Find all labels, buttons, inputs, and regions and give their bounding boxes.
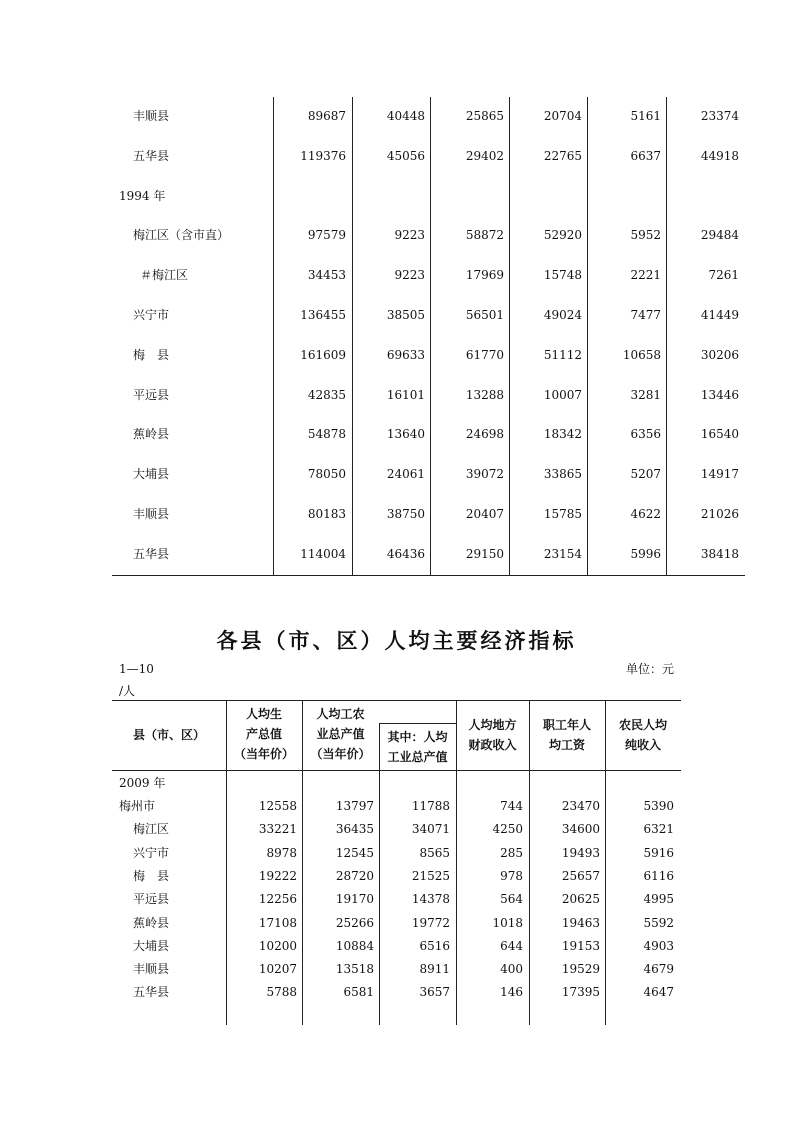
- table-row-label: 梅江区（含市直）: [133, 228, 230, 243]
- table-cell: 13640: [386, 427, 425, 442]
- table-cell: 13446: [700, 387, 739, 402]
- table-cell: 44918: [700, 148, 739, 163]
- table-row-label: 蕉岭县: [133, 915, 170, 930]
- table-cell: 38418: [700, 546, 739, 561]
- table-cell: 6356: [630, 427, 661, 442]
- table-cell: 29484: [700, 228, 739, 243]
- year-row-label: 2009 年: [119, 776, 166, 790]
- table-cell: 19222: [258, 868, 297, 883]
- table-cell: 6321: [643, 822, 674, 837]
- column-divider: [379, 723, 380, 1025]
- table-row-label: 五华县: [133, 546, 170, 561]
- table-cell: 46436: [386, 546, 425, 561]
- table-cell: 5952: [630, 228, 661, 243]
- table-cell: 8978: [266, 845, 297, 860]
- table-cell: 28720: [335, 868, 374, 883]
- table-cell: 5916: [643, 845, 674, 860]
- table-cell: 5207: [630, 467, 661, 482]
- table-cell: 78050: [307, 467, 346, 482]
- table-cell: 14917: [700, 467, 739, 482]
- table-cell: 40448: [386, 109, 425, 123]
- table-cell: 16101: [386, 387, 425, 402]
- table-cell: 15785: [543, 507, 582, 521]
- table-row-label: ＃梅江区: [140, 268, 189, 283]
- table-cell: 34453: [307, 268, 346, 283]
- table-cell: 36435: [335, 822, 374, 837]
- table-row-label: 五华县: [133, 148, 170, 163]
- table-cell: 25865: [465, 109, 504, 123]
- table-cell: 285: [500, 845, 523, 860]
- table-cell: 23470: [561, 799, 600, 813]
- table-cell: 9223: [394, 228, 425, 243]
- header-bottom-rule: [112, 770, 681, 771]
- table-row-label: 梅 县: [133, 868, 170, 883]
- table-cell: 19529: [561, 962, 600, 977]
- table-cell: 17395: [561, 985, 600, 1000]
- table-cell: 644: [500, 938, 523, 953]
- table-row-label: 丰顺县: [133, 109, 170, 123]
- table-row-label: 蕉岭县: [133, 427, 170, 442]
- column-divider: [509, 97, 510, 575]
- table-cell: 97579: [307, 228, 346, 243]
- table-cell: 6581: [343, 985, 374, 1000]
- table-cell: 114004: [300, 546, 346, 561]
- table-row-label: 丰顺县: [133, 507, 170, 521]
- table-cell: 25657: [561, 868, 600, 883]
- table-cell: 12545: [335, 845, 374, 860]
- table-cell: 16540: [700, 427, 739, 442]
- table-title: 各县（市、区）人均主要经济指标: [216, 629, 577, 653]
- unit-label-continued: /人: [119, 684, 136, 698]
- table-cell: 69633: [386, 347, 425, 362]
- table-cell: 33865: [543, 467, 582, 482]
- table-row-label: 五华县: [133, 985, 170, 1000]
- header-top-rule: [112, 700, 681, 701]
- header-industry-output: 其中：人均 工业总产值: [387, 730, 448, 764]
- table-row-label: 丰顺县: [133, 962, 170, 977]
- table-cell: 10884: [335, 938, 374, 953]
- table-cell: 38505: [386, 308, 425, 322]
- table-cell: 54878: [307, 427, 346, 442]
- table-cell: 29402: [465, 148, 504, 163]
- table-cell: 34600: [561, 822, 600, 837]
- table-bottom-rule: [112, 575, 745, 576]
- table-cell: 17108: [258, 915, 297, 930]
- table-cell: 119376: [300, 148, 346, 163]
- table-cell: 978: [500, 868, 523, 883]
- table-cell: 1018: [492, 915, 523, 930]
- table-cell: 400: [500, 962, 523, 977]
- column-divider: [352, 97, 353, 575]
- table-cell: 30206: [700, 347, 739, 362]
- table-cell: 146: [500, 985, 523, 1000]
- table-cell: 14378: [411, 892, 450, 907]
- table-cell: 2221: [630, 268, 661, 283]
- table-row-label: 兴宁市: [133, 845, 170, 860]
- table-cell: 58872: [465, 228, 504, 243]
- header-fiscal-revenue: 人均地方 财政收入: [468, 718, 517, 752]
- table-cell: 19772: [411, 915, 450, 930]
- table-cell: 19153: [561, 938, 600, 953]
- table-cell: 5390: [643, 799, 674, 813]
- header-farmer-income: 农民人均 纯收入: [618, 718, 667, 752]
- table-cell: 52920: [543, 228, 582, 243]
- table-row-label: 大埔县: [133, 467, 170, 482]
- table-cell: 4647: [643, 985, 674, 1000]
- table-cell: 56501: [465, 308, 504, 322]
- header-gdp: 人均生 产总值 （当年价）: [233, 707, 294, 761]
- table-cell: 20407: [465, 507, 504, 521]
- table-cell: 24698: [465, 427, 504, 442]
- table-cell: 3281: [630, 387, 661, 402]
- table-cell: 23374: [700, 109, 739, 123]
- table-cell: 19493: [561, 845, 600, 860]
- table-cell: 9223: [394, 268, 425, 283]
- table-cell: 10658: [622, 347, 661, 362]
- table-cell: 51112: [543, 347, 582, 362]
- table-row-label: 梅 县: [133, 347, 170, 362]
- table-cell: 80183: [307, 507, 346, 521]
- table-cell: 161609: [300, 347, 346, 362]
- table-cell: 8565: [419, 845, 450, 860]
- table-cell: 19463: [561, 915, 600, 930]
- table-row-label: 兴宁市: [133, 308, 170, 322]
- table-code: 1—10: [119, 662, 154, 676]
- table-cell: 24061: [386, 467, 425, 482]
- table-cell: 5788: [266, 985, 297, 1000]
- table-cell: 10007: [543, 387, 582, 402]
- table-cell: 12256: [258, 892, 297, 907]
- table-cell: 4622: [630, 507, 661, 521]
- table-cell: 6516: [419, 938, 450, 953]
- table-cell: 5161: [630, 109, 661, 123]
- header-county: 县（市、区）: [132, 728, 205, 742]
- table-row-label: 梅州市: [119, 799, 156, 813]
- table-cell: 33221: [258, 822, 297, 837]
- header-agri-industry-output: 人均工农 业总产值 （当年价）: [310, 707, 371, 761]
- table-cell: 22765: [543, 148, 582, 163]
- table-cell: 8911: [419, 962, 450, 977]
- table-cell: 18342: [543, 427, 582, 442]
- table-cell: 49024: [543, 308, 582, 322]
- table-row-label: 平远县: [133, 387, 170, 402]
- table-cell: 7261: [708, 268, 739, 283]
- header-sub-rule: [379, 723, 456, 724]
- column-divider: [666, 97, 667, 575]
- table-cell: 10200: [258, 938, 297, 953]
- table-cell: 19170: [335, 892, 374, 907]
- table-cell: 29150: [465, 546, 504, 561]
- table-cell: 34071: [411, 822, 450, 837]
- table-row-label: 1994 年: [119, 188, 166, 203]
- table-cell: 38750: [386, 507, 425, 521]
- table-cell: 4679: [643, 962, 674, 977]
- table-cell: 41449: [700, 308, 739, 322]
- table-row-label: 梅江区: [133, 822, 170, 837]
- table-cell: 12558: [258, 799, 297, 813]
- table-cell: 5996: [630, 546, 661, 561]
- table-cell: 20704: [543, 109, 582, 123]
- table-cell: 20625: [561, 892, 600, 907]
- table-cell: 42835: [307, 387, 346, 402]
- table-cell: 61770: [465, 347, 504, 362]
- table-cell: 13797: [335, 799, 374, 813]
- column-divider: [430, 97, 431, 575]
- table-cell: 4995: [643, 892, 674, 907]
- table-cell: 11788: [411, 799, 450, 813]
- table-cell: 4250: [492, 822, 523, 837]
- table-cell: 25266: [335, 915, 374, 930]
- table-cell: 21525: [411, 868, 450, 883]
- table-cell: 3657: [419, 985, 450, 1000]
- table-cell: 10207: [258, 962, 297, 977]
- table-cell: 6637: [630, 148, 661, 163]
- table-cell: 5592: [643, 915, 674, 930]
- table-cell: 4903: [643, 938, 674, 953]
- table-cell: 89687: [307, 109, 346, 123]
- table-cell: 13518: [335, 962, 374, 977]
- table-cell: 744: [500, 799, 523, 813]
- table-cell: 21026: [700, 507, 739, 521]
- table-cell: 564: [500, 892, 523, 907]
- unit-label: 单位：元: [625, 662, 674, 676]
- table-cell: 39072: [465, 467, 504, 482]
- table-cell: 23154: [543, 546, 582, 561]
- table-row-label: 平远县: [133, 892, 170, 907]
- column-divider: [273, 97, 274, 575]
- table-cell: 15748: [543, 268, 582, 283]
- table-cell: 13288: [465, 387, 504, 402]
- table-cell: 136455: [300, 308, 346, 322]
- header-average-wage: 职工年人 均工资: [542, 718, 591, 752]
- column-divider: [587, 97, 588, 575]
- table-cell: 7477: [630, 308, 661, 322]
- table-cell: 17969: [465, 268, 504, 283]
- table-row-label: 大埔县: [133, 938, 170, 953]
- table-cell: 6116: [643, 868, 674, 883]
- table-cell: 45056: [386, 148, 425, 163]
